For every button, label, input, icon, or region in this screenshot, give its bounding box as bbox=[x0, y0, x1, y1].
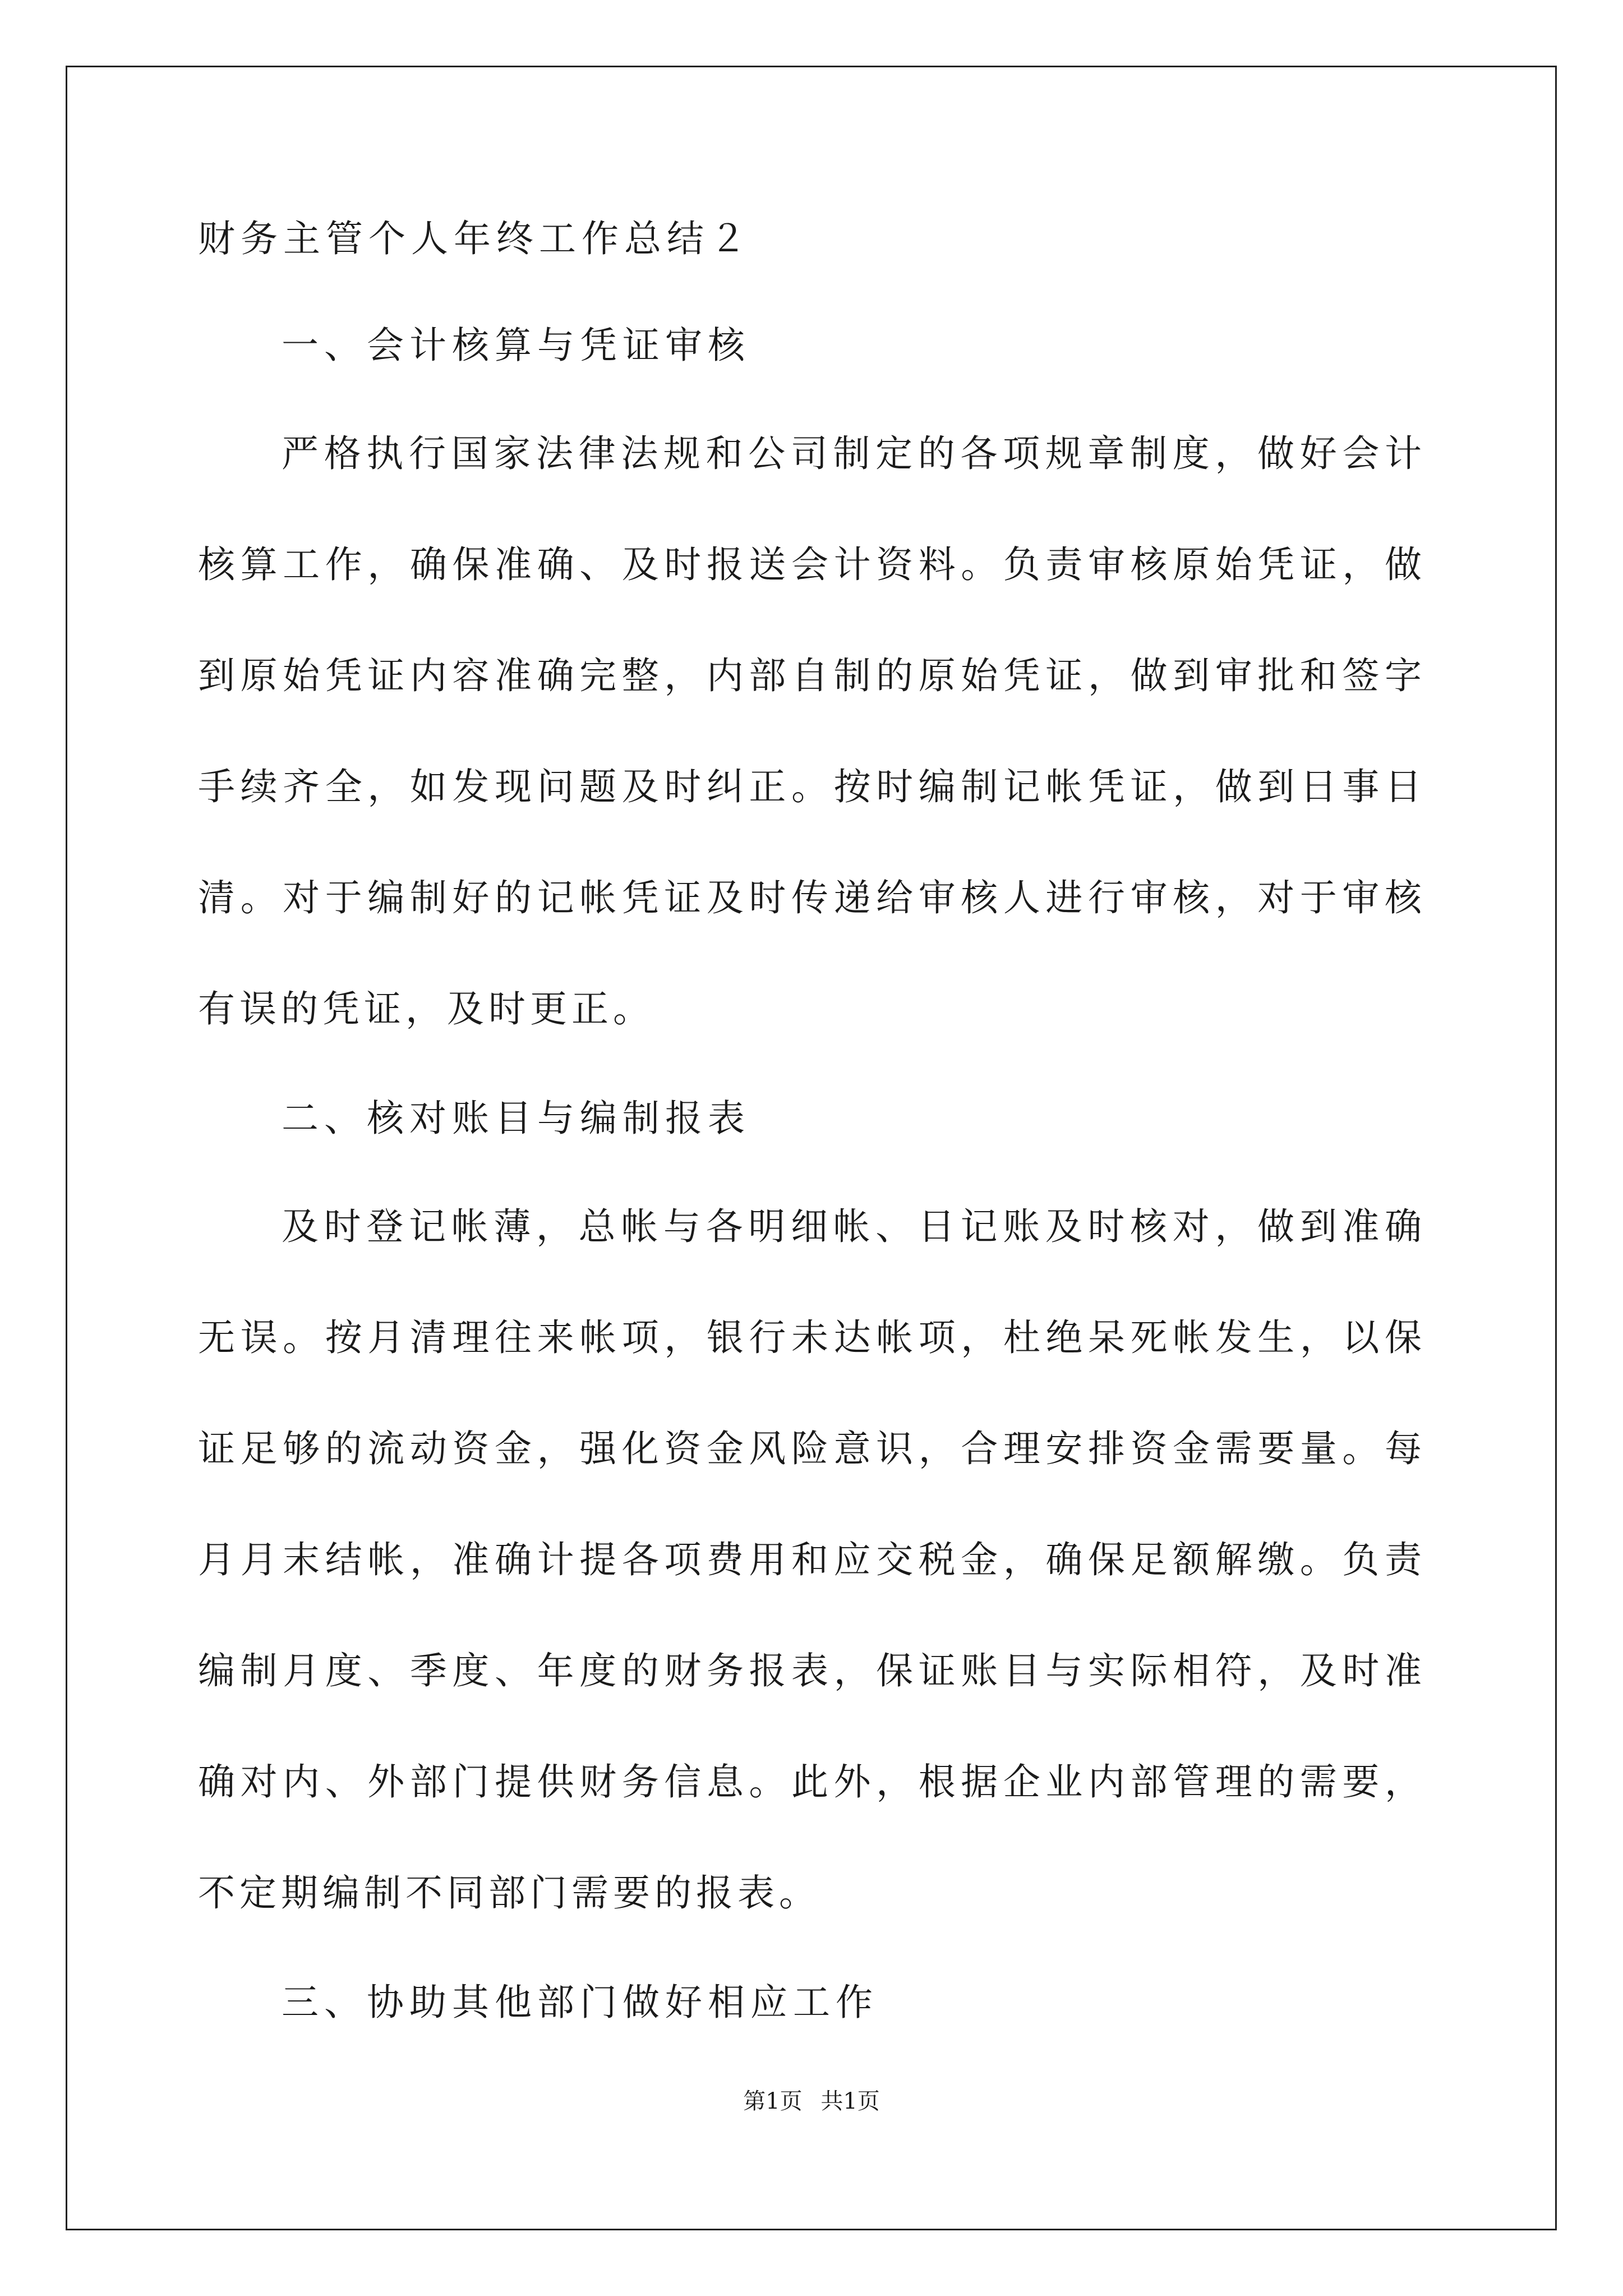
page-footer bbox=[0, 2090, 1623, 2113]
section-heading: 二、核对账目与编制报表 bbox=[282, 1097, 750, 1140]
page-total: 共1页 bbox=[820, 2088, 880, 2114]
section-heading: 一、会计核算与凭证审核 bbox=[282, 324, 750, 367]
section-accounting bbox=[198, 324, 1426, 1065]
document-body bbox=[198, 217, 1426, 2092]
section-assist-departments bbox=[198, 1981, 1426, 2024]
page-number: 第1页 bbox=[743, 2088, 803, 2114]
section-heading: 三、协助其他部门做好相应工作 bbox=[282, 1981, 878, 2024]
document-title: 财务主管个人年终工作总结２ bbox=[198, 217, 752, 260]
section-reconciliation bbox=[198, 1097, 1426, 1949]
section-paragraph: 及时登记帐薄，总帐与各明细帐、日记账及时核对，做到准确无误。按月清理往来帐项，银行未达帐项，杜绝呆死帐发生，以保证足够的流动资金，强化资金风险意识，合理安排资金需要量。每月月末结帐，准确计提各项费用和应交税金，确保足额解缴。负责编制月度、季度、年度的财务报表，保证账目与实际相符，及时准确对内、外部门提供财务信息。此外，根据企业内部管理的需要，不定期编制不同部门需要的报表。 bbox=[198, 1205, 1426, 1915]
section-paragraph: 严格执行国家法律法规和公司制定的各项规章制度，做好会计核算工作，确保准确、及时报送会计资料。负责审核原始凭证，做到原始凭证内容准确完整，内部自制的原始凭证，做到审批和签字手续齐全，如发现问题及时纠正。按时编制记帐凭证，做到日事日清。对于编制好的记帐凭证及时传递给审核人进行审核，对于审核有误的凭证，及时更正。 bbox=[198, 432, 1426, 1030]
